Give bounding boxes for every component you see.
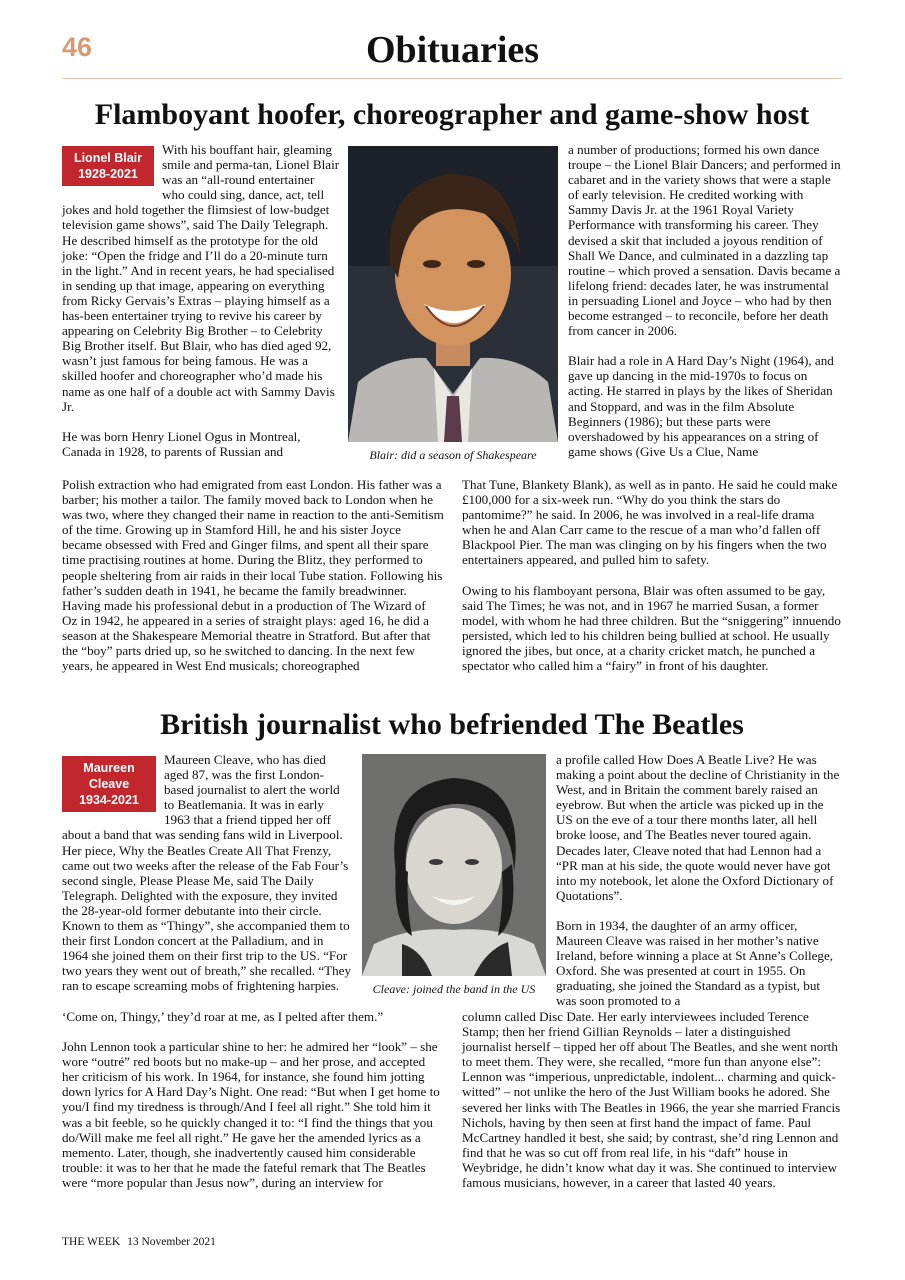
paragraph: He was born Henry Lionel Ogus in Montreal, Canada in 1928, to parents of Russian and	[62, 428, 301, 459]
blair-right-column-bottom	[462, 477, 842, 673]
paragraph: Owing to his flamboyant persona, Blair was often assumed to be gay, said The Times; he was not, and in 1967 he married Susan, a former model, with whom he had three children. But the “sniggering” innuendo persisted, which led to his children being bullied at school. He usually ignored the jibes, but once, at a charity cricket match, he punched a spectator who called him a “fairy” in front of his daughter.	[462, 582, 841, 674]
footer-publication: THE WEEK	[62, 1236, 121, 1248]
headline-blair: Flamboyant hoofer, choreographer and game-show host	[94, 98, 810, 131]
paragraph: Polish extraction who had emigrated from east London. His father was a barber; his mother a tailor. The family moved back to London when he was two, where they changed their name in reaction to the anti-Semitism of the time. Growing up in Stamford Hill, he and his sister Joyce became obsessed with Fred and Ginger films, and spent all their spare time practising routines at home. During the Blitz, they performed to people sheltering from air raids in their local Tube station. Following his father’s sudden death in 1941, he became the family breadwinner. Having made his professional debut in a production of The Wizard of Oz in 1942, he appeared in a series of straight plays: aged 16, he did a season at the Shakespeare Memorial theatre in Stratford. But after that the “boy” parts dried up, so he switched to dancing. In the next few years, he appeared in West End musicals; choreographed	[62, 477, 444, 674]
blair-left-column-top	[62, 142, 340, 459]
paragraph: a number of productions; formed his own dance troupe – the Lionel Blair Dancers; and performed in cabaret and in the variety shows that were a staple of early television. He credited working with Sammy Davis Jr. at the 1961 Royal Variety Performance with transforming his career. They devised a skit that included a joyous rendition of Shall We Dance, and culminated in a dazzling tap routine – which proved a sensation. Davis became a lifelong friend: decades later, he was instrumental in persuading Lionel and Joyce – who had by then become estranged – to reconcile, before her death from cancer in 2006.	[568, 142, 841, 339]
cleave-left-column-bottom	[62, 1009, 444, 1190]
badge-cleave: Maureen Cleave 1934-2021	[62, 756, 156, 812]
caption-blair: Blair: did a season of Shakespeare	[369, 448, 537, 462]
paragraph: Born in 1934, the daughter of an army officer, Maureen Cleave was raised in her mother’s native Ireland, before winning a place at St Anne’s College, Oxford. She was presented at court in 1955. On graduating, she joined the Standard as a typist, but was soon promoted to a	[556, 917, 834, 1009]
footer	[62, 1236, 216, 1248]
paragraph: With his bouffant hair, gleaming smile and perma-tan, Lionel Blair was an “all-round entertainer who could sing, dance, act, tell jokes and hold together the flimsiest of low-budget television game shows”, said The Daily Telegraph. He described himself as the prototype for the old joke: “Open the fridge and I’ll do a 20-minute turn in the light.” And in recent years, he had specialised in sending up that image, appearing on everything from Ricky Gervais’s Extras – playing himself as a has-been entertainer trying to revive his career by appearing on Celebrity Big Brother – to Celebrity Big Brother itself. But Blair, who has died aged 92, wasn’t just famous for being famous. He was a skilled hoofer and choreographer who’d made his name as one half of a double act with Sammy Davis Jr.	[62, 142, 340, 414]
page-number: 46	[62, 32, 93, 62]
badge-blair: Lionel Blair 1928-2021	[62, 146, 154, 186]
paragraph: ‘Come on, Thingy,’ they’d roar at me, as I pelted after them.”	[62, 1009, 384, 1024]
section-title: Obituaries	[365, 29, 540, 71]
paragraph: Blair had a role in A Hard Day’s Night (1964), and gave up dancing in the mid-1970s to focus on acting. He starred in plays by the likes of Sheridan and Stoppard, and was in the film Absolute Beginners (1986); but these parts were overshadowed by his appearances on a string of game shows (Give Us a Clue, Name	[568, 353, 834, 459]
headline-cleave: British journalist who befriended The Beatles	[160, 708, 744, 741]
blair-right-column-top	[568, 142, 842, 459]
blair-photo	[348, 146, 558, 442]
paragraph: That Tune, Blankety Blank), as well as in panto. He said he could make £100,000 for a six-week run. “Why do you think the stars do pantomime?” he said. In 2006, he was involved in a real-life drama when he and Alan Carr came to the rescue of a man who’d fallen off Blackpool Pier. The man was clinging on by his fingers when the two entertainers appeared, and pulled him to safety.	[462, 477, 838, 568]
footer-date: 13 November 2021	[127, 1236, 216, 1248]
paragraph: John Lennon took a particular shine to her: he admired her “look” – she wore “outré” red boots but no make-up – and her prose, and accepted her criticism of his work. In 1964, for instance, she found him jotting down lyrics for A Hard Day’s Night. One read: “But when I get home to you/I find my tiredness is through/And I feel all right.” She told him it was a bit feeble, so he quickly changed it to: “I find the things that you do/Will make me feel all right.” He gave her the amended lyrics as a memento. Later, though, she inadvertently caused him considerable trouble: it was to her that he made the fateful remark that The Beatles were “more popular than Jesus now”, during an interview for	[62, 1039, 440, 1190]
caption-cleave: Cleave: joined the band in the US	[372, 982, 536, 996]
cleave-right-column-bottom	[462, 1009, 842, 1190]
cleave-photo	[362, 754, 546, 976]
cleave-left-column-top	[62, 752, 352, 994]
paragraph: column called Disc Date. Her early interviewees included Terence Stamp; then her friend Gillian Reynolds – later a distinguished journalist herself – tipped her off about The Beatles, and she went north to meet them. They were, she recalled, “more fun than anyone else”: Lennon was “imperious, unpredictable, indolent... charming and quick-witted” – not unlike the hero of the Just William books he adored. She severed her links with The Beatles in 1966, the year she married Francis Nichols, having by then seen at first hand the impact of fame. Paul McCartney handled it best, she said; by contrast, she’d ring Lennon and find that he was so cut off from real life, in his “daft” house in Weybridge, he didn’t know what day it was. She continued to interview famous musicians, however, in a career that lasted 40 years.	[462, 1009, 841, 1191]
header-rule	[62, 78, 842, 79]
cleave-right-column-top	[556, 752, 842, 1009]
blair-left-column-bottom	[62, 477, 444, 673]
paragraph: Maureen Cleave, who has died aged 87, was the first London-based journalist to alert the world to Beatlemania. It was in early 1963 that a friend tipped her off about a band that was sending fans wild in Liverpool. Her piece, Why the Beatles Create All That Frenzy, came out two weeks after the release of the Fab Four’s second single, Please Please Me, said The Daily Telegraph. Delighted with the exposure, they invited the 28-year-old former debutante into their circle. Known to them as “Thingy”, she accompanied them to their first London concert at the Palladium, and in 1964 she joined them on their first trip to the US. “For two years they went out of breath,” she recalled. “They ran to escape screaming mobs of frightening harpies.	[62, 752, 352, 994]
paragraph: a profile called How Does A Beatle Live? He was making a point about the decline of Christianity in the West, and in Britain the comment barely raised an eyebrow. But when the article was picked up in the US on the eve of a tour there months later, all hell broke loose, and The Beatles never toured again. Decades later, Cleave noted that had Lennon had a “PR man at his side, the quote would never have got into my notebook, let alone the Oxford Dictionary of Quotations”.	[556, 752, 840, 903]
